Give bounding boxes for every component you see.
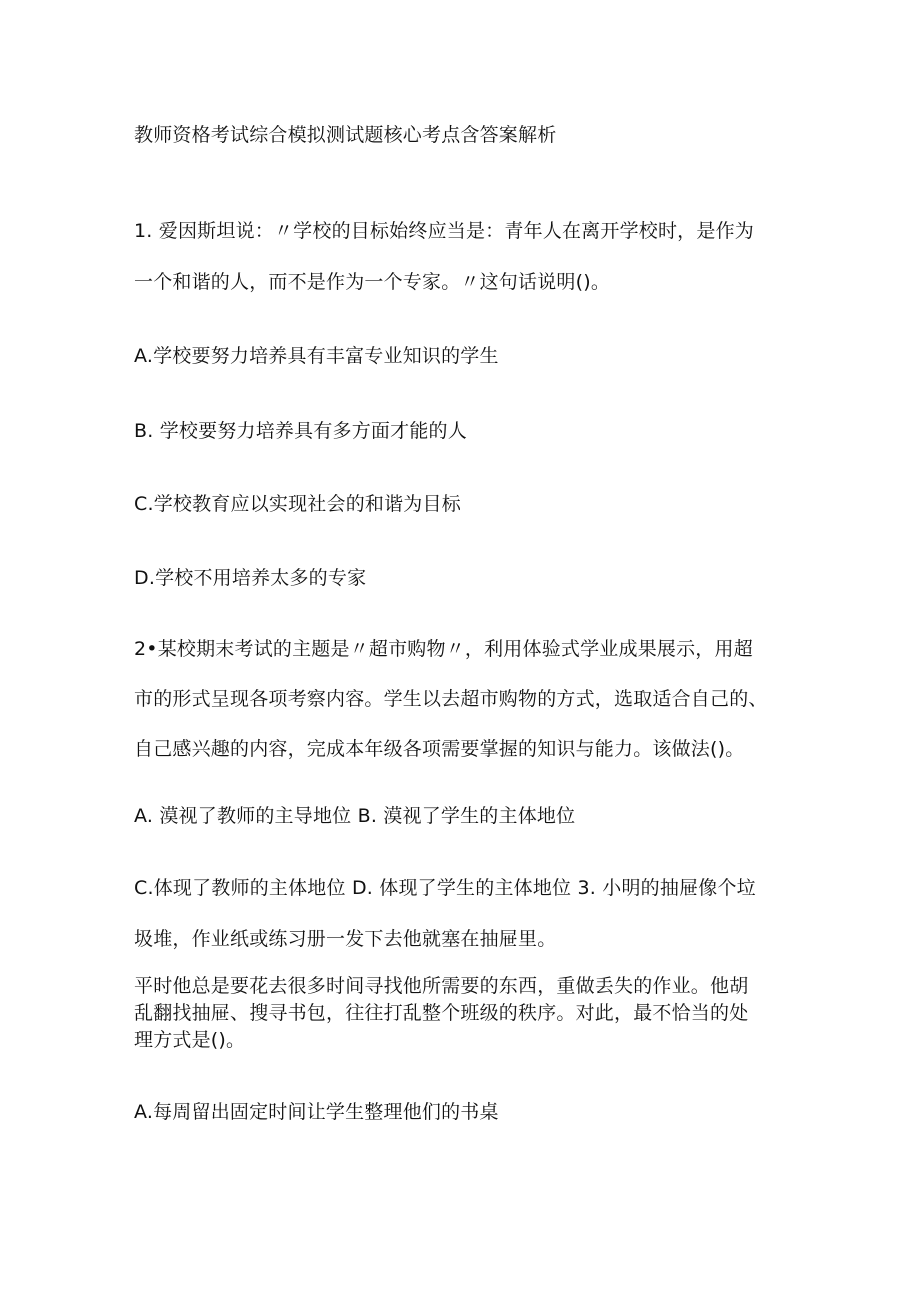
question-1-option-b: B. 学校要努力培养具有多方面才能的人 <box>134 420 467 442</box>
question-3-line-5: 理方式是()。 <box>134 1029 246 1051</box>
question-1-line-2: 一个和谐的人，而不是作为一个专家。〃这句话说明()。 <box>134 271 611 293</box>
question-1-option-c: C.学校教育应以实现社会的和谐为目标 <box>134 493 461 515</box>
question-3-option-a: A.每周留出固定时间让学生整理他们的书桌 <box>134 1101 499 1123</box>
question-2-line-1: 2•某校期末考试的主题是〃超市购物〃，利用体验式学业成果展示，用超 <box>134 638 753 660</box>
question-1-line-1: 1. 爱因斯坦说：〃学校的目标始终应当是：青年人在离开学校时，是作为 <box>134 220 754 242</box>
question-3-line-4: 乱翻找抽屉、搜寻书包，往往打乱整个班级的秩序。对此，最不恰当的处 <box>134 1002 749 1024</box>
question-2-options-cd-and-question-3-start: C.体现了教师的主体地位 D. 体现了学生的主体地位 3. 小明的抽屉像个垃 <box>134 877 756 899</box>
document-title: 教师资格考试综合模拟测试题核心考点含答案解析 <box>134 124 557 146</box>
question-2-line-3: 自己感兴趣的内容，完成本年级各项需要掌握的知识与能力。该做法()。 <box>134 738 745 760</box>
question-3-line-2: 圾堆，作业纸或练习册一发下去他就塞在抽屉里。 <box>134 928 557 950</box>
question-1-option-a: A.学校要努力培养具有丰富专业知识的学生 <box>134 345 499 367</box>
question-2-line-2: 市的形式呈现各项考察内容。学生以去超市购物的方式，选取适合自己的、 <box>134 688 768 710</box>
question-2-options-ab: A. 漠视了教师的主导地位 B. 漠视了学生的主体地位 <box>134 805 576 827</box>
question-1-option-d: D.学校不用培养太多的专家 <box>134 567 367 589</box>
question-3-line-3: 平时他总是要花去很多时间寻找他所需要的东西，重做丢失的作业。他胡 <box>134 975 749 997</box>
